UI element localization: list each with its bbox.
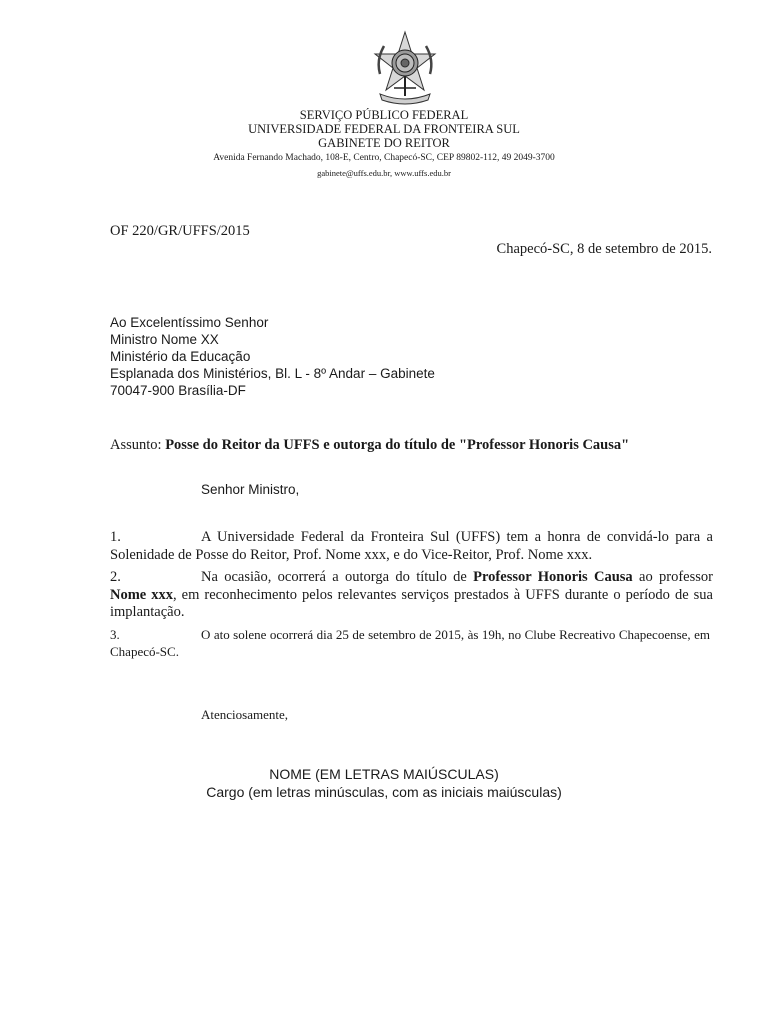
paragraph-2 — [110, 569, 713, 622]
recipient-line-5: 70047-900 Brasília-DF — [110, 383, 246, 398]
date-line: Chapecó-SC, 8 de setembro de 2015. — [496, 241, 712, 257]
salutation: Senhor Ministro, — [201, 482, 300, 497]
paragraph-1 — [110, 529, 713, 564]
header-address: Avenida Fernando Machado, 108-E, Centro, Chapecó-SC, CEP 89802-112, 49 2049-3700 — [213, 153, 555, 163]
subject-line — [110, 437, 629, 454]
header-line-service: SERVIÇO PÚBLICO FEDERAL — [299, 108, 469, 122]
recipient-line-1: Ao Excelentíssimo Senhor — [110, 315, 269, 330]
brazil-coat-of-arms-icon — [372, 30, 438, 106]
paragraph-3 — [110, 626, 710, 660]
professor-name: Nome xxx — [110, 586, 174, 603]
recipient-line-2: Ministro Nome XX — [110, 332, 219, 347]
paragraph-number: 3. — [110, 627, 120, 642]
paragraph-number: 1. — [110, 529, 121, 545]
paragraph-number: 2. — [110, 569, 121, 585]
recipient-line-3: Ministério da Educação — [110, 349, 251, 364]
signature-title: Cargo (em letras minúsculas, com as iniciais maiúsculas) — [206, 784, 562, 800]
signature-name: NOME (EM LETRAS MAIÚSCULAS) — [269, 766, 499, 782]
subject-label: Assunto: — [110, 437, 166, 453]
paragraph-text-part: ao professor — [632, 569, 713, 585]
closing: Atenciosamente, — [201, 707, 288, 722]
honoris-causa-title: Professor Honoris Causa — [473, 569, 633, 585]
paragraph-text: A Universidade Federal da Fronteira Sul (UFFS) tem a honra de convidá-lo para a Solenidade de Posse do Reitor, Prof. Nome xxx, e do Vice-Reitor, Prof. Nome xxx. — [110, 529, 713, 563]
header-line-university: UNIVERSIDADE FEDERAL DA FRONTEIRA SUL — [248, 122, 520, 136]
paragraph-text: O ato solene ocorrerá dia 25 de setembro de 2015, às 19h, no Clube Recreativo Chapecoense, em Chapecó-SC. — [110, 627, 710, 659]
paragraph-text-part: Na ocasião, ocorrerá a outorga do título de — [201, 569, 474, 585]
document-reference: OF 220/GR/UFFS/2015 — [110, 223, 250, 239]
subject-text: Posse do Reitor da UFFS e outorga do título de "Professor Honoris Causa" — [165, 437, 630, 453]
recipient-line-4: Esplanada dos Ministérios, Bl. L - 8º Andar – Gabinete — [110, 366, 435, 381]
header-line-office: GABINETE DO REITOR — [318, 136, 450, 150]
header-contact: gabinete@uffs.edu.br, www.uffs.edu.br — [317, 168, 451, 178]
paragraph-text-part: , em reconhecimento pelos relevantes serviços prestados à UFFS durante o período de sua implantação. — [110, 586, 713, 620]
